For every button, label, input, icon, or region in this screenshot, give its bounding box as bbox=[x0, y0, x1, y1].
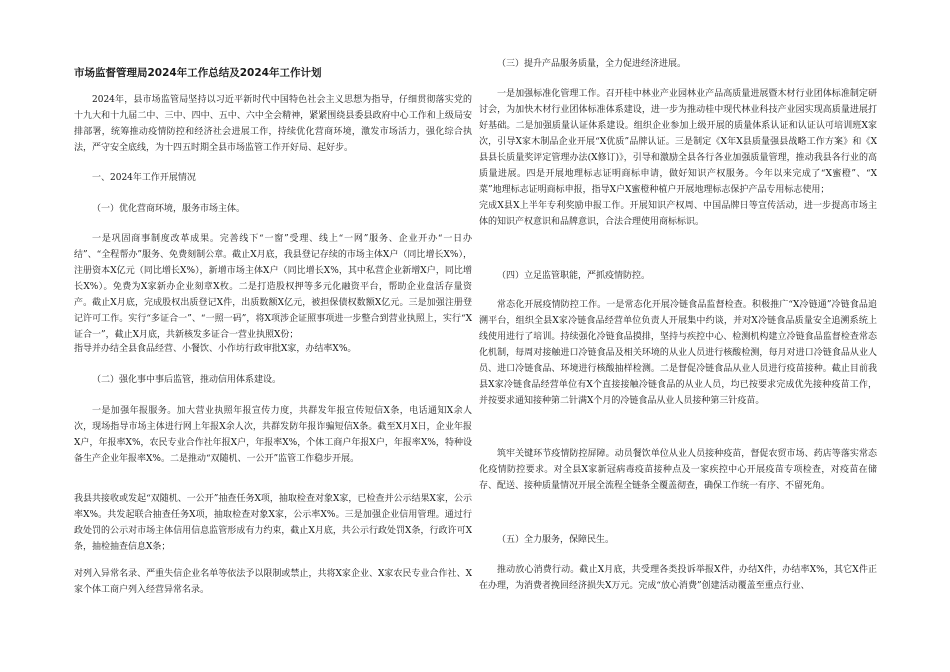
paragraph-annual-report: 一是加强年报服务。加大营业执照年报宣传力度，共群发年报宣传短信X条，电话通知X余人次，现场指导市场主体进行网上年报X余人次，共群发防年报诈骗短信X条。截至X月X日，企业年报X户，年报率X%，农民专业合作社年报X户，年报率X%，个体工商户年报X户，年报率X%，特种设备生产企业年报率X%。二是推动“双随机、一公开”监管工作稳步开展。 bbox=[74, 406, 472, 464]
paragraph-key-links: 筑牢关键环节疫情防控屏障。动员餐饮单位从业人员接种疫苗，督促农贸市场、药店等落实常态化疫情防控要求。对全县X家新冠病毒疫苗接种点及一家疾控中心开展疫苗专项检查，对疫苗在储存、配送、接种质量情况开展全流程全链条全覆盖彻查，确保工作统一有序、不留死角。 bbox=[479, 449, 877, 491]
subsection-heading-3: （三）提升产品服务质量，全力促进经济进展。 bbox=[497, 59, 687, 69]
section-heading-1: 一、2024年工作开展情况 bbox=[92, 173, 196, 183]
subsection-heading-5: （五）全力服务，保障民生。 bbox=[497, 535, 615, 545]
paragraph-business-reform: 一是巩固商事制度改革成果。完善线下“一窗”受理、线上“一网”服务、企业开办“一日办结”、“全程帮办”服务、免费刻制公章。截止X月底，我县登记存续的市场主体X户（同比增长X%），注册资本X亿元（同比增长X%），新增市场主体X户（同比增长X%，其中私营企业新增X户，同比增长X%）。免费为X家新办企业刻章X枚。二是打造股权押等多元化融资平台，帮助企业盘活存量资产。截止X月底，完成股权出质登记X件，出质数额X亿元，被担保债权数额X亿元。三是加强注册登记许可工作。实行“多证合一”、“一照一码”，将X项涉企证照事项进一步整合到营业执照上，实行“X证合一”，截止X月底，共新核发多证合一营业执照X份； bbox=[74, 234, 472, 340]
paragraph-random-inspection: 我县共接收或发起“双随机、一公开”抽查任务X项，抽取检查对象X家，已检查并公示结果X家，公示率X%。共发起联合抽查任务X项，抽取检查对象X家，公示率X%。三是加强企业信用管理。通过行政处罚的公示对市场主体信用信息监管形成有力约束，截止X月底，共公示行政处罚X条，行政许可X条，抽检抽查信息X条； bbox=[74, 494, 472, 552]
document-title: 市场监督管理局2024年工作总结及2024年工作计划 bbox=[74, 67, 322, 79]
subsection-heading-1: （一）优化营商环境，服务市场主体。 bbox=[92, 204, 246, 214]
subsection-heading-4: （四）立足监管职能，严抓疫情防控。 bbox=[497, 271, 651, 281]
intro-paragraph: 2024年，县市场监管局坚持以习近平新时代中国特色社会主义思想为指导，仔细贯彻落实党的十九大和十九届二中、三中、四中、五中、六中全会精神，紧紧围绕县委县政府中心工作和上级局安排部署，统筹推动疫情防控和经济社会进展工作，持续优化营商环境，激发市场活力，强化综合执法，严守安全底线，为十四五时期全县市场监管工作开好局、起好步。 bbox=[74, 95, 472, 153]
subsection-heading-2: （二）强化事中事后监管，推动信用体系建设。 bbox=[92, 375, 282, 385]
paragraph-quality: 一是加强标准化管理工作。召开桂中林业产业园林业产品高质量进展暨木材行业团体标准制定研讨会，为加快木材行业团体标准体系建设，进一步为推动桂中现代林业科技产业园实现高质量进展打好基础。二是加强质量认证体系建设。组织企业参加上级开展的质量体系认证和认证认可培训班X家次，引导X家木制品企业开展“X优质”品牌认证。三是制定《X年X县质量强县战略工作方案》和《X县县长质量奖评定管理办法(X修订)》，引导和激励全县各行各业加强质量管理，推动我县各行业的高质量进展。四是开展地理标志证明商标申请，做好知识产权服务。今年以来完成了“X蜜橙”、“X菜”地理标志证明商标申报，指导X户X蜜橙种植户开展地理标志保护产品专用标志使用； bbox=[479, 89, 877, 195]
paragraph-consumer: 推动放心消费行动。截止X月底，共受理各类投诉举报X件，办结X件，办结率X%，其它X件正在办理，为消费者挽回经济损失X万元。完成“放心消费”创建活动覆盖至重点行业、 bbox=[479, 565, 877, 591]
paragraph-abnormal-list: 对列入异常名录、严重失信企业名单等依法予以限制或禁止，共将X家企业、X家农民专业合作社、X家个体工商户列入经营异常名录。 bbox=[74, 569, 472, 595]
paragraph-epidemic-control: 常态化开展疫情防控工作。一是常态化开展冷链食品监督检查。积极推广“X冷链通”冷链食品追溯平台，组织全县X家冷链食品经营单位负责人开展集中约谈，并对X冷链食品质量安全追溯系统上线使用进行了培训。持续强化冷链食品摸排，坚持与疾控中心、检测机构建立冷链食品监督检查常态化机制，每周对接触进口冷链食品及相关环境的从业人员进行核酸检测，每月对进口冷链食品从业人员、进口冷链食品、环境进行核酸抽样检测。二是督促冷链食品从业人员进行疫苗接种。截止目前我县X家冷链食品经营单位有X个直接接触冷链食品的从业人员，均已按要求完成优先接种疫苗工作，并按要求通知接种第二针满X个月的冷链食品从业人员接种第三针疫苗。 bbox=[479, 300, 877, 406]
paragraph-patent: 完成X县X上半年专利奖励申报工作。开展知识产权周、中国品牌日等宣传活动，进一步提高市场主体的知识产权意识和品牌意识，合法合理使用商标标识。 bbox=[479, 201, 877, 227]
quality-section bbox=[479, 86, 877, 230]
paragraph-food-approval: 指导并办结全县食品经营、小餐饮、小作坊行政审批X家，办结率X%。 bbox=[74, 344, 357, 354]
